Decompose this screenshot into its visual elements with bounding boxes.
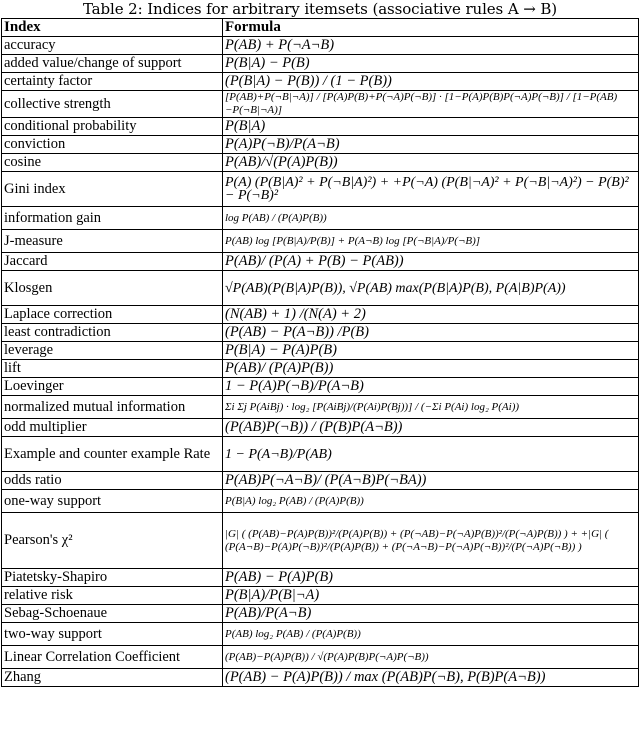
formula-cell: P(AB) + P(¬A¬B) [223,37,639,55]
formula-cell: √P(AB)(P(B|A)P(B)), √P(AB) max(P(B|A)P(B), P(A|B)P(A)) [223,271,639,306]
formula-cell: (P(AB)−P(A)P(B)) / √(P(A)P(B)P(¬A)P(¬B)) [223,646,639,669]
formula-cell: (P(AB)P(¬B)) / (P(B)P(A¬B)) [223,419,639,437]
index-cell: leverage [2,342,223,360]
table-row [2,605,639,623]
index-cell: conditional probability [2,118,223,136]
index-cell: accuracy [2,37,223,55]
formula-cell: 1 − P(A¬B)/P(AB) [223,437,639,472]
table-row [2,342,639,360]
table-row [2,396,639,419]
table-row [2,306,639,324]
table-row [2,378,639,396]
index-cell: information gain [2,207,223,230]
table-row [2,172,639,207]
formula-cell: P(A)P(¬B)/P(A¬B) [223,136,639,154]
table-row [2,513,639,569]
index-cell: odd multiplier [2,419,223,437]
formula-cell: log P(AB) / (P(A)P(B)) [223,207,639,230]
formula-cell: (P(B|A) − P(B)) / (1 − P(B)) [223,73,639,91]
index-cell: J-measure [2,230,223,253]
index-cell: Example and counter example Rate [2,437,223,472]
formula-cell: P(AB)/P(A¬B) [223,605,639,623]
index-cell: Zhang [2,669,223,687]
index-cell: cosine [2,154,223,172]
index-cell: Sebag-Schoenaue [2,605,223,623]
header-index: Index [2,19,223,37]
table-row [2,230,639,253]
table-row [2,490,639,513]
formula-cell: P(AB)/ (P(A) + P(B) − P(AB)) [223,253,639,271]
formula-cell: P(AB)P(¬A¬B)/ (P(A¬B)P(¬BA)) [223,472,639,490]
index-cell: least contradiction [2,324,223,342]
index-cell: Laplace correction [2,306,223,324]
formula-cell: P(AB)/ (P(A)P(B)) [223,360,639,378]
index-cell: Jaccard [2,253,223,271]
table-row [2,118,639,136]
table-row [2,154,639,172]
formula-cell: P(AB) − P(A)P(B) [223,569,639,587]
table-row [2,271,639,306]
table-row [2,136,639,154]
table-row [2,437,639,472]
formula-cell: (N(AB) + 1) /(N(A) + 2) [223,306,639,324]
index-cell: Klosgen [2,271,223,306]
index-cell: conviction [2,136,223,154]
formula-cell: P(B|A)/P(B|¬A) [223,587,639,605]
formula-cell: P(B|A) log₂ P(AB) / (P(A)P(B)) [223,490,639,513]
index-cell: two-way support [2,623,223,646]
table-row [2,587,639,605]
table-row [2,472,639,490]
table-row [2,73,639,91]
index-cell: certainty factor [2,73,223,91]
table-row [2,623,639,646]
index-cell: normalized mutual information [2,396,223,419]
indices-table [1,18,639,687]
index-cell: lift [2,360,223,378]
formula-cell: (P(AB) − P(A)P(B)) / max (P(AB)P(¬B), P(B)P(A¬B)) [223,669,639,687]
table-row [2,253,639,271]
index-cell: Loevinger [2,378,223,396]
table-row [2,55,639,73]
formula-cell: P(B|A) [223,118,639,136]
table-caption: Table 2: Indices for arbitrary itemsets (associative rules A → B) [82,0,558,18]
index-cell: relative risk [2,587,223,605]
formula-cell: 1 − P(A)P(¬B)/P(A¬B) [223,378,639,396]
formula-cell: P(AB)/√(P(A)P(B)) [223,154,639,172]
formula-cell: P(B|A) − P(B) [223,55,639,73]
index-cell: odds ratio [2,472,223,490]
formula-cell: P(B|A) − P(A)P(B) [223,342,639,360]
formula-cell: Σi Σj P(AiBj) · log₂ [P(AiBj)/(P(Ai)P(Bj))] / (−Σi P(Ai) log₂ P(Ai)) [223,396,639,419]
formula-cell: P(AB) log [P(B|A)/P(B)] + P(A¬B) log [P(¬B|A)/P(¬B)] [223,230,639,253]
index-cell: Piatetsky-Shapiro [2,569,223,587]
header-formula: Formula [223,19,639,37]
index-cell: Gini index [2,172,223,207]
table-header-row [2,19,639,37]
formula-cell: P(A) (P(B|A)² + P(¬B|A)²) + +P(¬A) (P(B|¬A)² + P(¬B|¬A)²) − P(B)² − P(¬B)² [223,172,639,207]
index-cell: collective strength [2,91,223,118]
formula-cell: |G| ( (P(AB)−P(A)P(B))²/(P(A)P(B)) + (P(¬AB)−P(¬A)P(B))²/(P(¬A)P(B)) ) + +|G| ( (P(A¬B)−P(A)P(¬B))²/(P(A)P(B)) + (P(¬A¬B)−P(¬A)P(¬B))²/(P(¬A)P(¬B)) ) [223,513,639,569]
table-row [2,324,639,342]
table-row [2,419,639,437]
formula-cell: (P(AB) − P(A¬B)) /P(B) [223,324,639,342]
index-cell: one-way support [2,490,223,513]
table-row [2,37,639,55]
table-row [2,646,639,669]
table-row [2,669,639,687]
formula-cell: P(AB) log₂ P(AB) / (P(A)P(B)) [223,623,639,646]
formula-cell: [P(AB)+P(¬B|¬A)] / [P(A)P(B)+P(¬A)P(¬B)] · [1−P(A)P(B)P(¬A)P(¬B)] / [1−P(AB)−P(¬B|¬A)] [223,91,639,118]
index-cell: added value/change of support [2,55,223,73]
table-row [2,360,639,378]
table-row [2,91,639,118]
table-row [2,569,639,587]
index-cell: Pearson's χ² [2,513,223,569]
table-row [2,207,639,230]
index-cell: Linear Correlation Coefficient [2,646,223,669]
